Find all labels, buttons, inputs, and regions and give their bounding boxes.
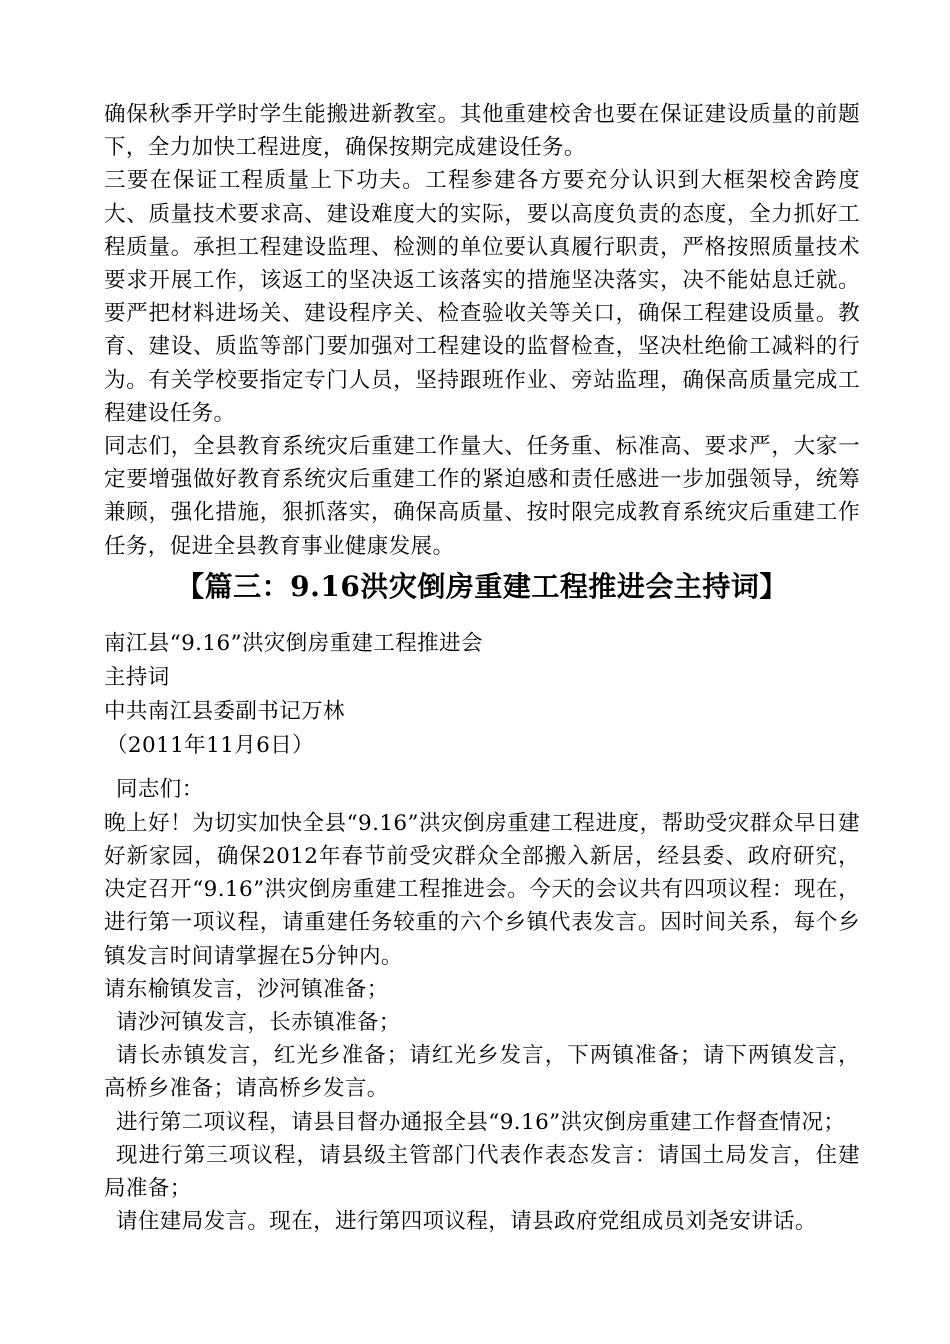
paragraph: 三要在保证工程质量上下功夫。工程参建各方要充分认识到大框架校舍跨度大、质量技术要求高、建设难度大的实际，要以高度负责的态度，全力抓好工程质量。承担工程建设监理、检测的单位要认真履行职责，严格按照质量技术要求开展工作，该返工的坚决返工该落实的措施坚决落实，决不能姑息迁就。要严把材料进场关、建设程序关、检查验收关等关口，确保工程建设质量。教育、建设、质监等部门要加强对工程建设的监督检查，坚决杜绝偷工减料的行为。有关学校要指定专门人员，坚持跟班作业、旁站监理，确保高质量完成工程建设任务。 xyxy=(104,168,860,426)
paragraph: 同志们，全县教育系统灾后重建工作量大、任务重、标准高、要求严，大家一定要增强做好教育系统灾后重建工作的紧迫感和责任感进一步加强领导，统筹兼顾，强化措施，狠抓落实，确保高质量、按时限完成教育系统灾后重建工作任务，促进全县教育事业健康发展。 xyxy=(104,434,860,559)
paragraph: 进行第二项议程，请县目督办通报全县“9.16”洪灾倒房重建工作督查情况； xyxy=(116,1109,846,1135)
paragraph: 确保秋季开学时学生能搬进新教室。其他重建校舍也要在保证建设质量的前题下，全力加快工程进度，确保按期完成建设任务。 xyxy=(104,102,860,161)
paragraph: 现进行第三项议程，请县级主管部门代表作表态发言：请国土局发言，住建局准备； xyxy=(104,1142,860,1202)
document-type: 主持词 xyxy=(104,664,170,690)
paragraph: 请沙河镇发言，长赤镇准备； xyxy=(116,1010,401,1036)
speaker: 中共南江县委副书记万林 xyxy=(104,698,345,724)
paragraph: 请住建局发言。现在，进行第四项议程，请县政府党组成员刘尧安讲话。 xyxy=(116,1209,817,1235)
paragraph: 请东榆镇发言，沙河镇准备； xyxy=(104,976,389,1002)
paragraph: 晚上好！为切实加快全县“9.16”洪灾倒房重建工程进度，帮助受灾群众早日建好新家园，确保2012年春节前受灾群众全部搬入新居，经县委、政府研究，决定召开“9.16”洪灾倒房重建工程推进会。今天的会议共有四项议程：现在，进行第一项议程，请重建任务较重的六个乡镇代表发言。因时间关系，每个乡镇发言时间请掌握在5分钟内。 xyxy=(104,810,860,969)
greeting: 同志们： xyxy=(116,776,204,802)
section-heading: 【篇三：9.16洪灾倒房重建工程推进会主持词】 xyxy=(176,569,788,603)
date: （2011年11月6日） xyxy=(106,732,315,758)
meeting-title: 南江县“9.16”洪灾倒房重建工程推进会 xyxy=(104,630,483,656)
paragraph: 请长赤镇发言，红光乡准备；请红光乡发言，下两镇准备；请下两镇发言，高桥乡准备；请高桥乡发言。 xyxy=(104,1043,860,1102)
